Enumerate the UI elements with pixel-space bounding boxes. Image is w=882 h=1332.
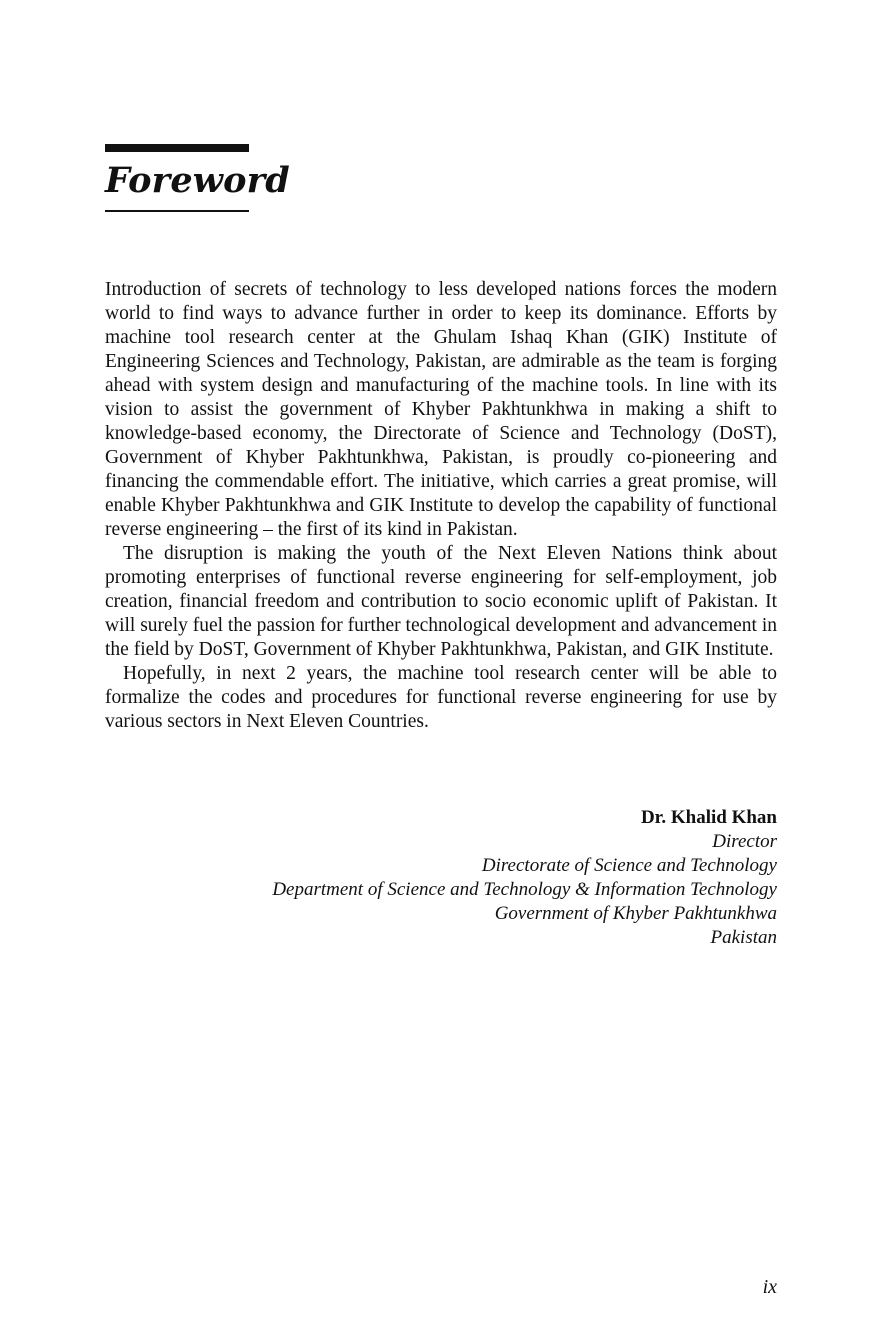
signatory-name: Dr. Khalid Khan (640, 807, 777, 828)
signatory-org-line-4: Pakistan (710, 927, 777, 948)
signatory-org-line-3: Government of Khyber Pakhtunkhwa (494, 903, 777, 924)
signatory-org-line-2: Department of Science and Technology & Information Technology (272, 879, 777, 900)
page-number: ix (762, 1276, 777, 1298)
paragraph-2: The disruption is making the youth of the Next Eleven Nations think about promoting enterprises of functional reverse engineering for self-employment, job creation, financial freedom and contribution to socio economic uplift of Pakistan. It will surely fuel the passion for further technological development and advancement in the field by DoST, Government of Khyber Pakhtunkhwa, Pakistan, and GIK Institute. (105, 543, 777, 660)
paragraph-3: Hopefully, in next 2 years, the machine tool research center will be able to formalize the codes and procedures for functional reverse engineering for use by various sectors in Next Eleven Countries. (105, 663, 777, 732)
heading-bottom-rule (105, 210, 249, 212)
heading-top-rule (105, 144, 249, 152)
page-title: Foreword (105, 160, 290, 201)
paragraph-1: Introduction of secrets of technology to less developed nations forces the modern world to find ways to advance further in order to keep its dominance. Efforts by machine tool research center at the Ghulam Ishaq Khan (GIK) Institute of Engineering Sciences and Technology, Pakistan, are admirable as the team is forging ahead with system design and manufacturing of the machine tools. In line with its vision to assist the government of Khyber Pakhtunkhwa in making a shift to knowledge-based economy, the Directorate of Science and Technology (DoST), Government of Khyber Pakhtunkhwa, Pakistan, is proudly co-pioneering and financing the commendable effort. The initiative, which carries a great promise, will enable Khyber Pakhtunkhwa and GIK Institute to develop the capability of functional reverse engineering – the first of its kind in Pakistan. (105, 279, 777, 540)
signatory-org-line-1: Directorate of Science and Technology (481, 855, 777, 876)
signatory-title: Director (712, 831, 777, 852)
foreword-body (105, 278, 777, 734)
signature-block (105, 806, 777, 950)
